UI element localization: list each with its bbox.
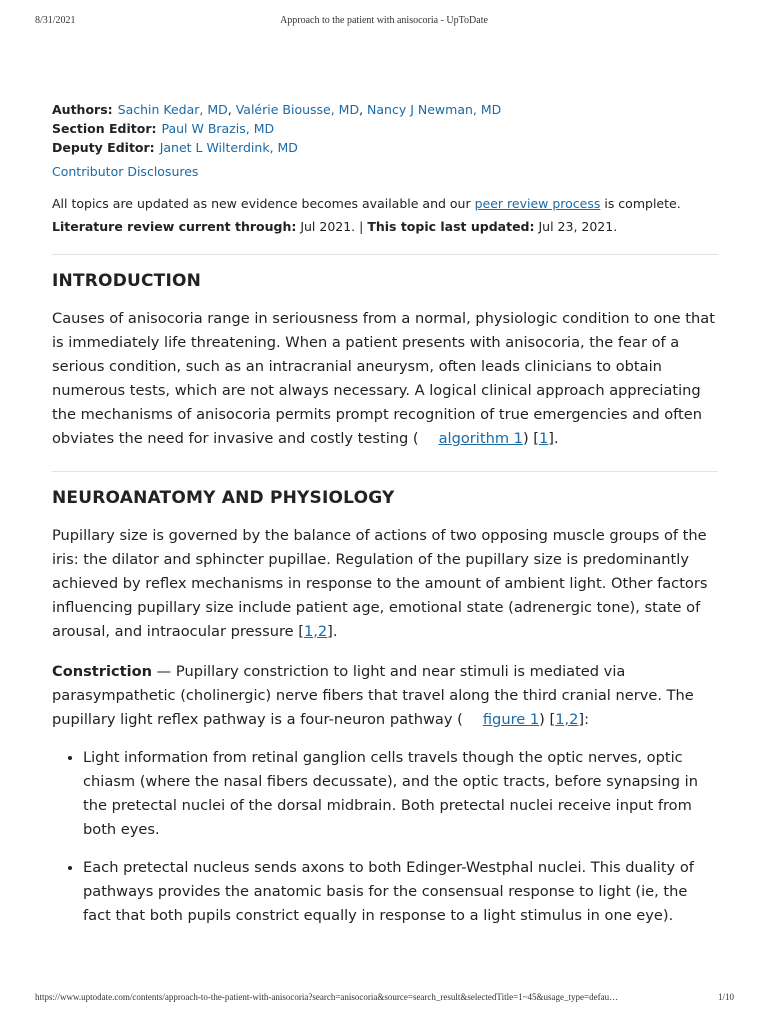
author-link[interactable]: Nancy J Newman, MD [367,102,502,117]
print-title: Approach to the patient with anisocoria - UpToDate [280,15,488,26]
reference-link[interactable]: 1,2 [555,711,579,728]
update-notice [52,196,718,211]
authors-label: Authors: [52,102,113,117]
lit-review-label: Literature review current through: [52,219,297,234]
section-editor-link[interactable]: Paul W Brazis, MD [161,121,275,136]
constriction-text: — Pupillary constriction to light and near stimuli is mediated via parasympathetic (cholinergic) nerve fibers that travel along the third cranial nerve. The pupillary light reflex pathway is a four-neuron pathway ( [52,663,694,728]
neuroanatomy-heading: NEUROANATOMY AND PHYSIOLOGY [52,488,395,508]
author-link[interactable]: Sachin Kedar, MD [117,102,228,117]
algorithm-link[interactable]: algorithm 1 [438,430,523,447]
contributor-disclosures-link[interactable]: Contributor Disclosures [52,164,199,179]
update-notice-text: All topics are updated as new evidence becomes available and our [52,196,475,211]
print-header [0,15,768,31]
deputy-editor-label: Deputy Editor: [52,140,155,155]
neuroanatomy-paragraph [52,524,718,644]
figure-link[interactable]: figure 1 [482,711,540,728]
lit-review-value: Jul 2021. | [296,219,368,234]
reference-link[interactable]: 1 [539,430,549,447]
section-divider [52,254,718,255]
list-item: • Light information from retinal ganglion cells travels though the optic nerves, optic chiasm (where the nasal fibers decussate), and the optic tracts, before synapsing in the pretectal nuclei of the dorsal midbrain. Both pretectal nuclei receive input from both eyes. [83,746,718,842]
article-content [52,100,718,942]
update-notice-end: is complete. [600,196,681,211]
print-footer [0,992,768,1008]
print-date: 8/31/2021 [35,15,76,26]
pathway-bullet-list [52,746,718,928]
section-editor-row [52,119,718,138]
introduction-text: Causes of anisocoria range in seriousness from a normal, physiologic condition to one that is immediately life threatening. When a patient presents with anisocoria, the fear of a serious condition, such as an intracranial aneurysm, often leads clinicians to obtain numerous tests, which are not always necessary. A logical clinical approach appreciating the mechanisms of anisocoria permits prompt recognition of true emergencies and often obviates the need for invasive and costly testing ( [52,310,715,447]
peer-review-link[interactable]: peer review process [474,196,601,211]
ref-bracket: ) [ [539,711,556,728]
introduction-heading: INTRODUCTION [52,271,202,291]
reference-link[interactable]: 1,2 [303,623,328,640]
author-link[interactable]: Valérie Biousse, MD [235,102,360,117]
authors-row: Authors: Sachin Kedar, MD, Valérie Biousse, MD, Nancy J Newman, MD [52,102,502,117]
last-updated-value: Jul 23, 2021. [534,219,618,234]
ref-bracket: ) [ [522,430,539,447]
section-editor-label: Section Editor: [52,121,157,136]
page-number: 1/10 [717,992,734,1002]
neuroanatomy-text: Pupillary size is governed by the balance of actions of two opposing muscle groups of the iris: the dilator and sphincter pupillae. Regulation of the pupillary size is predominantly achieved by reflex mechanisms in response to the amount of ambient light. Other factors influencing pupillary size include patient age, emotional state (adrenergic tone), state of arousal, and intraocular pressure [ [52,527,708,640]
ref-bracket-end: ]. [327,623,338,640]
list-item: • Each pretectal nucleus sends axons to both Edinger-Westphal nuclei. This duality of pathways provides the anatomic basis for the consensual response to light (ie, the fact that both pupils constrict equally in response to a light stimulus in one eye). [83,856,718,928]
print-url: https://www.uptodate.com/contents/approach-to-the-patient-with-anisocoria?search=anisocoria&source=search_result&selectedTitle=1~45&usage_type=defau… [35,992,619,1002]
constriction-paragraph [52,660,718,732]
ref-bracket-end: ]. [548,430,559,447]
introduction-paragraph [52,307,718,451]
ref-bracket-end: ]: [578,711,590,728]
literature-review-line [52,219,718,234]
constriction-label: Constriction [52,663,153,680]
section-divider [52,471,718,472]
last-updated-label: This topic last updated: [367,219,535,234]
deputy-editor-link[interactable]: Janet L Wilterdink, MD [159,140,298,155]
deputy-editor-row [52,138,718,157]
